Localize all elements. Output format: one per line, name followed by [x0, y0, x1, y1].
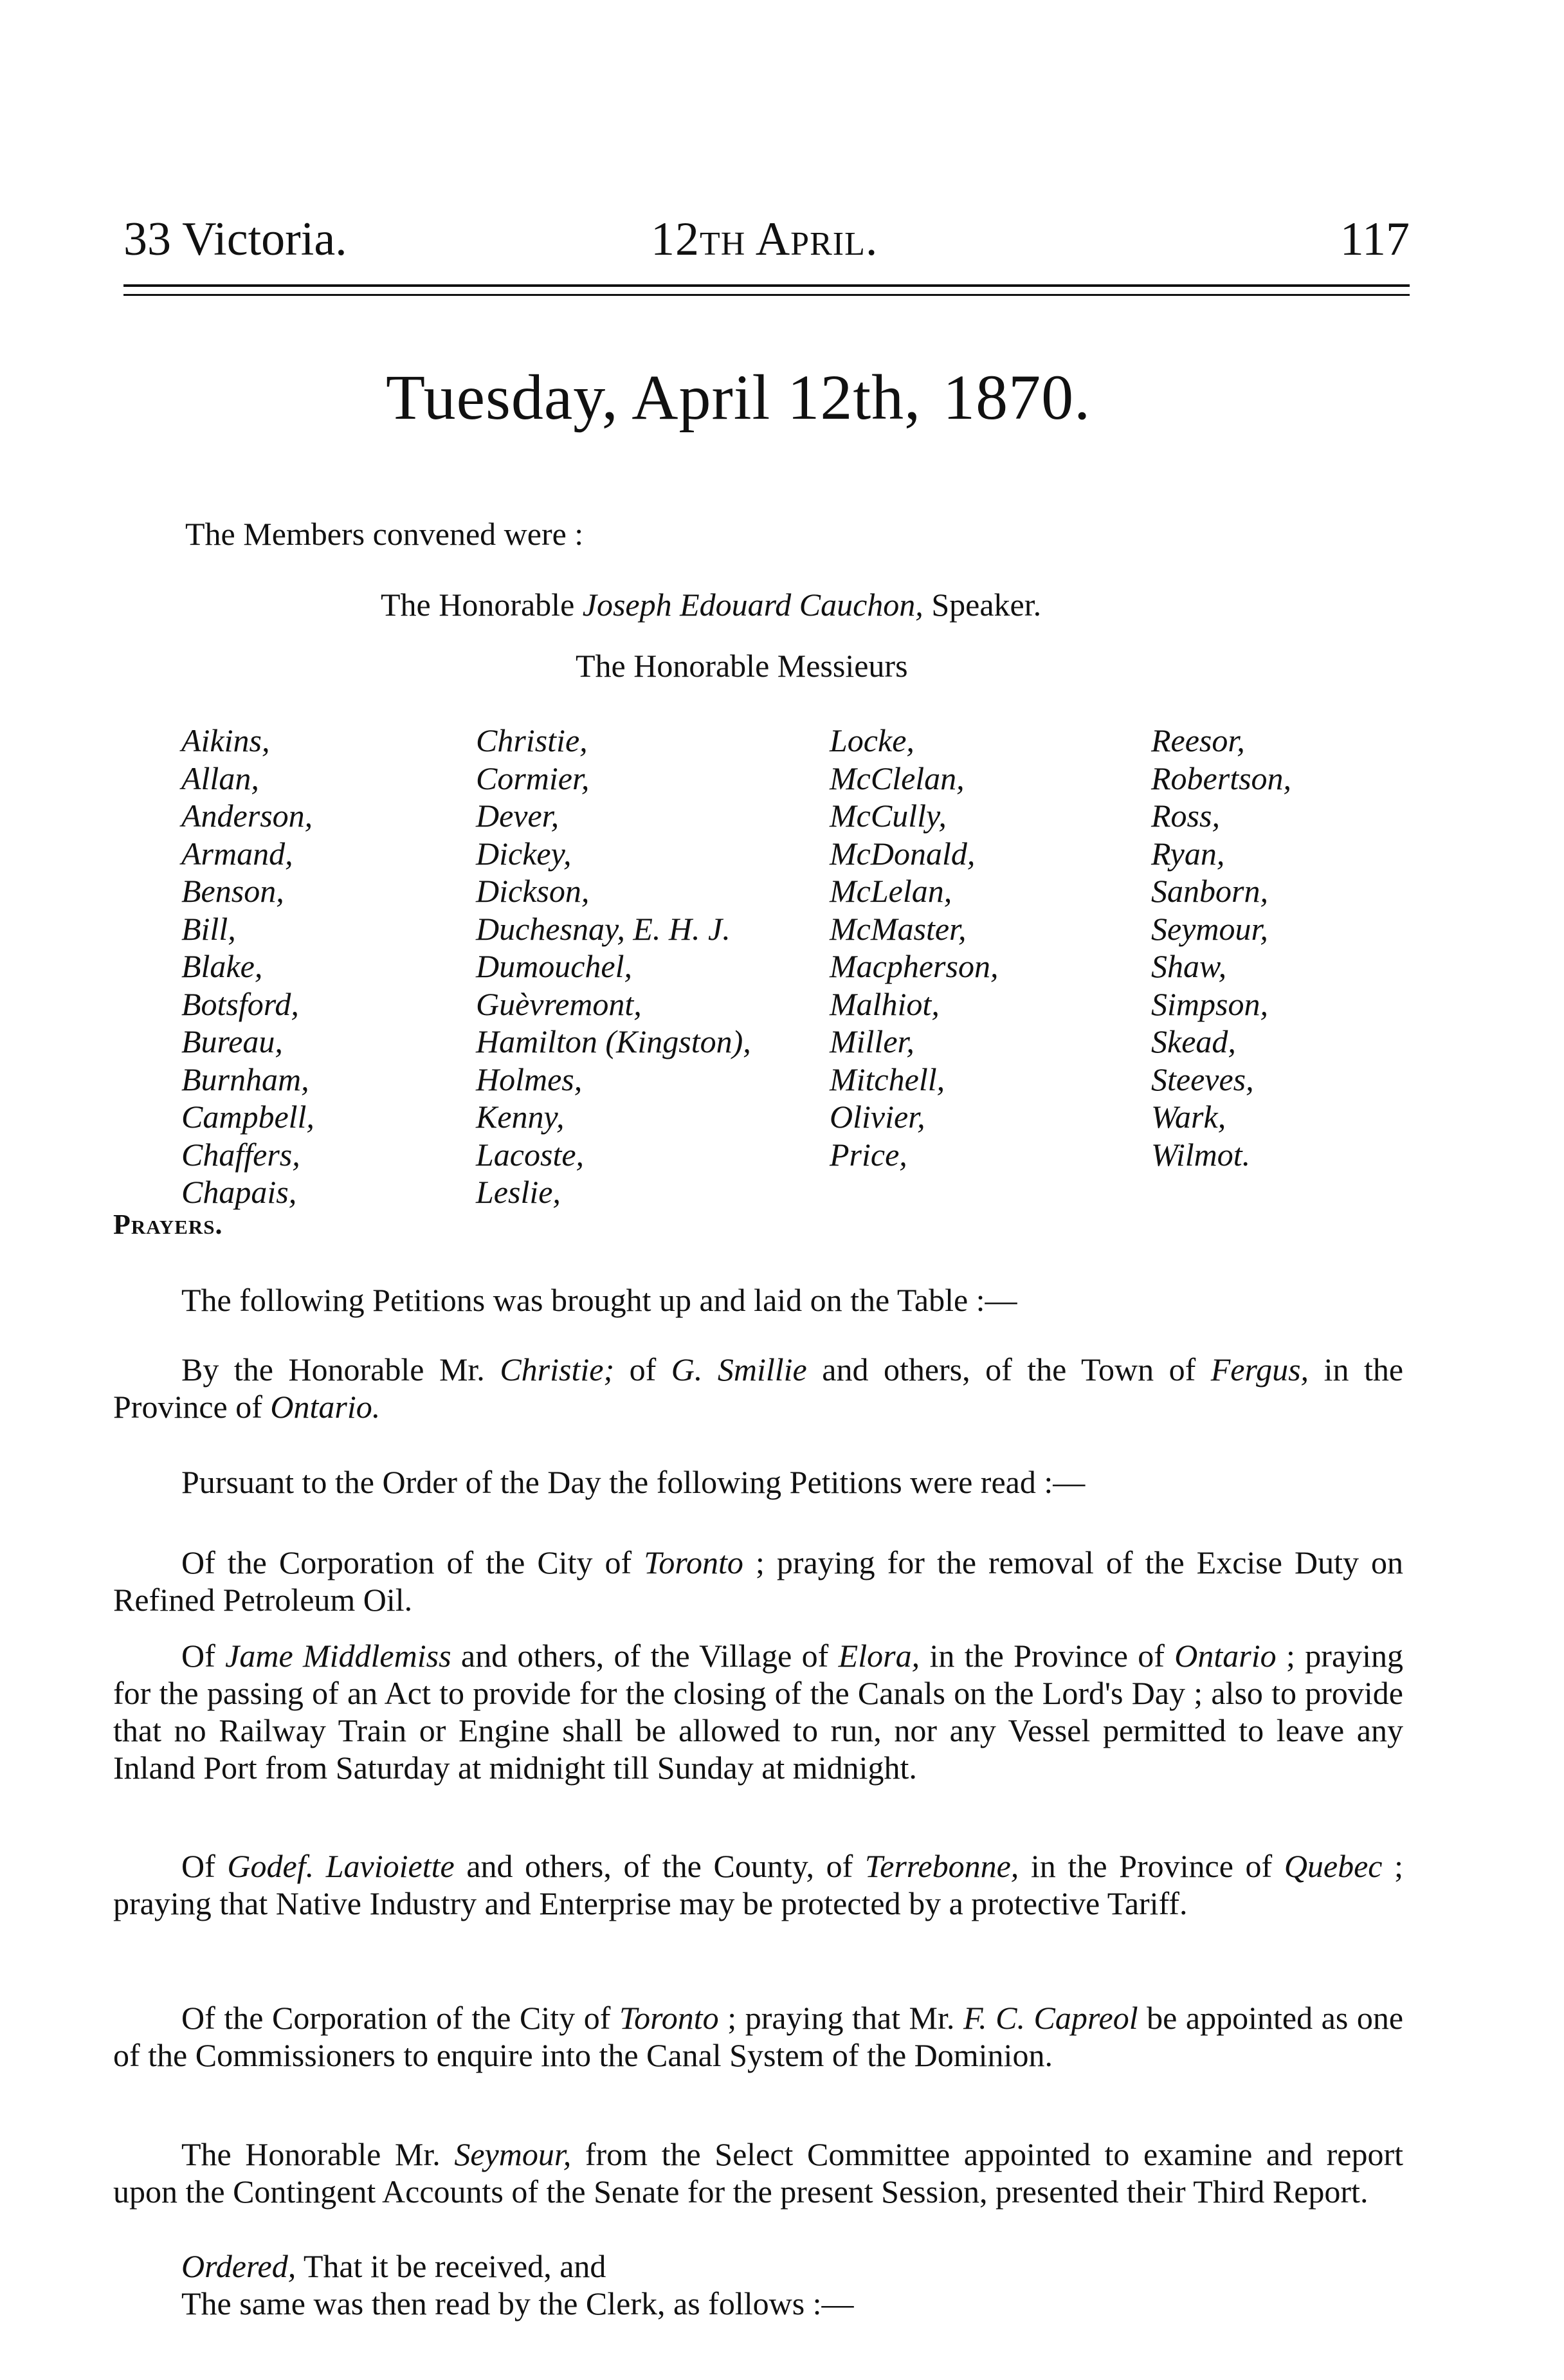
- committee-report: [113, 2136, 1403, 2210]
- member-name: Bureau,: [181, 1023, 283, 1059]
- text: That it be received, and: [303, 2248, 606, 2284]
- member-name: Steeves,: [1151, 1061, 1254, 1097]
- member-name: Cormier,: [476, 760, 590, 796]
- member-name: Ross,: [1151, 798, 1220, 834]
- header-rule: [123, 284, 1410, 287]
- text: in the Province of: [113, 1351, 1404, 1425]
- text: ; praying that Mr.: [727, 2000, 955, 2036]
- member-name: Dickey,: [476, 835, 572, 872]
- title-date: Tuesday, April 12th,: [386, 362, 922, 433]
- member-name: Price,: [830, 1136, 907, 1173]
- member-name: Lacoste,: [476, 1136, 585, 1173]
- member-name: Blake,: [181, 948, 263, 984]
- member-name: Hamilton (Kingston),: [476, 1023, 751, 1059]
- petition-middlemiss: [113, 1637, 1403, 1786]
- order-of-day: Pursuant to the Order of the Day the following Petitions were read :—: [181, 1464, 1086, 1500]
- petitioner-name: Jame Middlemiss: [225, 1638, 451, 1674]
- member-name: Bill,: [181, 910, 236, 947]
- petition-toronto-capreol: [113, 1999, 1403, 2074]
- text: Of the Corporation of the City of: [181, 2000, 611, 2036]
- members-column-2: [476, 722, 751, 1211]
- text: and others, of the County, of: [466, 1848, 853, 1884]
- member-name: Seymour,: [1151, 910, 1268, 947]
- member-name: Dever,: [476, 798, 559, 834]
- text: and others, of the Village of: [460, 1638, 829, 1674]
- member-name: McLelan,: [830, 873, 952, 909]
- text: of: [629, 1351, 657, 1387]
- member-name: Benson,: [181, 873, 284, 909]
- petition-lavioiette: [113, 1847, 1403, 1922]
- text: and others, of the Town of: [822, 1351, 1196, 1387]
- member-name: Macpherson,: [830, 948, 999, 984]
- members-intro: The Members convened were :: [185, 516, 584, 552]
- member-ref: Christie;: [500, 1351, 615, 1387]
- member-name: Christie,: [476, 722, 588, 758]
- prayers-heading: Prayers.: [113, 1209, 223, 1240]
- member-name: Burnham,: [181, 1061, 309, 1097]
- text: The Honorable Mr.: [181, 2136, 441, 2172]
- member-name: Skead,: [1151, 1023, 1236, 1059]
- speaker-line: [381, 585, 1041, 624]
- member-name: Anderson,: [181, 798, 313, 834]
- member-name: McCully,: [830, 798, 947, 834]
- member-name: McMaster,: [830, 910, 967, 947]
- read-by-clerk: The same was then read by the Clerk, as follows :—: [181, 2285, 854, 2321]
- text: Of the Corporation of the City of: [181, 1544, 632, 1580]
- member-name: Guèvremont,: [476, 985, 642, 1022]
- petitions-intro: The following Petitions was brought up and laid on the Table :—: [181, 1282, 1017, 1318]
- page-number: 117: [1340, 213, 1410, 266]
- member-name: Holmes,: [476, 1061, 583, 1097]
- text: By the Honorable Mr.: [181, 1351, 485, 1387]
- member-name: McDonald,: [830, 835, 976, 872]
- place-name: Terrebonne,: [864, 1848, 1019, 1884]
- text: ; praying for the passing of an Act to provide for the closing of the Canals on the Lord's Day ; also to provide that no Railway Train or Engine shall be allowed to run, nor any Vessel permitted to leave any Inland Port from Saturday at midnight till Sunday at midnight.: [113, 1638, 1404, 1786]
- member-name: Ryan,: [1151, 835, 1225, 872]
- member-name: Dickson,: [476, 873, 590, 909]
- member-name: Sanborn,: [1151, 873, 1268, 909]
- member-name: Miller,: [830, 1023, 914, 1059]
- member-name: Wark,: [1151, 1099, 1226, 1135]
- member-name: Botsford,: [181, 985, 299, 1022]
- place-name: Ontario.: [270, 1389, 381, 1425]
- member-name: Wilmot.: [1151, 1136, 1251, 1173]
- member-name: McClelan,: [830, 760, 965, 796]
- member-name: Robertson,: [1151, 760, 1292, 796]
- date-label: 12th April.: [651, 213, 878, 266]
- text: Of: [181, 1638, 215, 1674]
- member-name: Allan,: [181, 760, 259, 796]
- member-name: Reesor,: [1151, 722, 1245, 758]
- member-name: Shaw,: [1151, 948, 1227, 984]
- person-name: F. C. Capreol: [963, 2000, 1138, 2036]
- member-name: Mitchell,: [830, 1061, 945, 1097]
- speaker-name: Joseph Edouard Cauchon,: [582, 587, 923, 623]
- member-name: Locke,: [830, 722, 914, 758]
- members-column-4: [1151, 722, 1291, 1173]
- member-name: Olivier,: [830, 1099, 925, 1135]
- page-title: [386, 360, 1091, 434]
- member-name: Armand,: [181, 835, 293, 872]
- text: ; praying that Native Industry and Enterprise may be protected by a protective Tariff.: [113, 1848, 1404, 1921]
- speaker-role: Speaker.: [931, 587, 1042, 623]
- place-name: Quebec: [1284, 1848, 1383, 1884]
- ordered-label: Ordered,: [181, 2248, 296, 2284]
- member-name: Duchesnay, E. H. J.: [476, 910, 731, 947]
- members-column-3: [830, 722, 998, 1173]
- running-head: [123, 212, 1410, 283]
- place-name: Elora,: [838, 1638, 920, 1674]
- member-name: Chapais,: [181, 1174, 297, 1210]
- petition-christie: [113, 1351, 1403, 1425]
- place-name: Ontario: [1174, 1638, 1277, 1674]
- member-name: Kenny,: [476, 1099, 565, 1135]
- member-name: Simpson,: [1151, 985, 1268, 1022]
- session-label: 33 Victoria.: [123, 213, 347, 266]
- petition-toronto-excise: [113, 1544, 1403, 1618]
- petitioner-name: G. Smillie: [671, 1351, 807, 1387]
- messieurs-label: The Honorable Messieurs: [576, 648, 908, 684]
- place-name: Toronto: [644, 1544, 743, 1580]
- text: in the Province of: [1030, 1848, 1273, 1884]
- text: in the Province of: [929, 1638, 1165, 1674]
- member-name: Leslie,: [476, 1174, 561, 1210]
- member-ref: Seymour,: [454, 2136, 572, 2172]
- text: be appointed as one of the Commissioners to enquire into the Canal System of the Dominion.: [113, 2000, 1404, 2073]
- place-name: Toronto: [619, 2000, 719, 2036]
- members-column-1: [181, 722, 314, 1211]
- text: ; praying for the removal of the Excise Duty on Refined Petroleum Oil.: [113, 1544, 1404, 1618]
- member-name: Chaffers,: [181, 1136, 300, 1173]
- place-name: Fergus,: [1210, 1351, 1309, 1387]
- title-year: 1870.: [943, 362, 1091, 433]
- ordered-line: [181, 2247, 1403, 2285]
- member-name: Dumouchel,: [476, 948, 632, 984]
- speaker-prefix: The Honorable: [381, 587, 575, 623]
- member-name: Malhiot,: [830, 985, 940, 1022]
- text: Of: [181, 1848, 215, 1884]
- member-name: Campbell,: [181, 1099, 314, 1135]
- text: from the Select Committee appointed to examine and report upon the Contingent Accounts of the Senate for the present Session, presented their Third Report.: [113, 2136, 1404, 2210]
- petitioner-name: Godef. Lavioiette: [227, 1848, 455, 1884]
- header-rule: [123, 294, 1410, 296]
- member-name: Aikins,: [181, 722, 270, 758]
